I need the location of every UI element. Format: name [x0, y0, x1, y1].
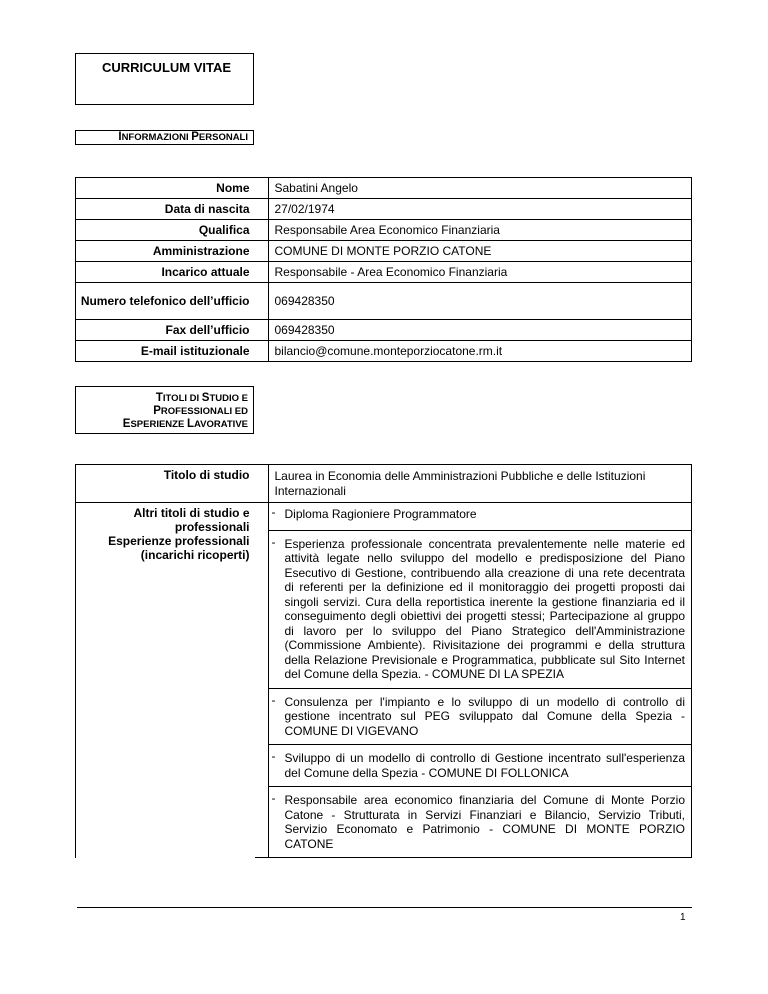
value-telefono: 069428350 — [268, 283, 692, 320]
dash-marker: - — [271, 534, 276, 549]
value-incarico: Responsabile - Area Economico Finanziaria — [268, 262, 692, 283]
esperienza-text: Sviluppo di un modello di controllo di Gestione incentrato sull'esperienza del Comune della Spezia - COMUNE DI FOLLONICA — [284, 751, 685, 780]
footer-rule — [77, 907, 692, 908]
list-item — [269, 786, 692, 857]
list-item — [269, 744, 692, 786]
value-esperienze — [268, 503, 692, 858]
sc-rest: ITOLI DI — [162, 393, 200, 404]
label-nome: Nome — [76, 178, 255, 199]
label-telefono: Numero telefonico dell’ufficio — [76, 283, 255, 320]
sc-rest: AVORATIVE — [193, 419, 248, 430]
table-row — [76, 220, 692, 241]
label-altri-titoli — [76, 503, 255, 858]
sc-initial: T — [155, 392, 163, 404]
section-header-personal — [75, 130, 254, 145]
table-row — [76, 320, 692, 341]
value-qualifica: Responsabile Area Economico Finanziaria — [268, 220, 692, 241]
personal-info-table — [75, 177, 692, 362]
sc-rest: NFORMAZIONI — [121, 132, 189, 143]
sc-initial: L — [186, 418, 194, 430]
dash-marker: - — [271, 749, 276, 763]
dash-marker: - — [271, 505, 276, 519]
table-row — [76, 341, 692, 362]
sc-initial: P — [153, 405, 161, 417]
esperienza-text: Responsabile area economico finanziaria del Comune di Monte Porzio Catone - Strutturata in Servizi Finanziari e Bilancio, Servizio Tributi, Servizio Economato e Patrimonio - COMUNE DI MONTE PORZIO CATONE — [284, 793, 685, 851]
label-email: E-mail istituzionale — [76, 341, 255, 362]
sc-rest: ROFESSIONALI ED — [160, 406, 248, 417]
label-data-nascita: Data di nascita — [76, 199, 255, 220]
table-row — [76, 465, 692, 503]
label-qualifica: Qualifica — [76, 220, 255, 241]
label-fax: Fax dell’ufficio — [76, 320, 255, 341]
list-item — [269, 688, 692, 745]
label-incarico: Incarico attuale — [76, 262, 255, 283]
label-amministrazione: Amministrazione — [76, 241, 255, 262]
list-item — [271, 505, 686, 530]
sc-initial: P — [191, 131, 199, 143]
value-email: bilancio@comune.monteporziocatone.rm.it — [268, 341, 692, 362]
cv-title: CURRICULUM VITAE — [102, 60, 232, 75]
table-row — [76, 283, 692, 320]
esperienza-text: Esperienza professionale concentrata prevalentemente nelle materie ed attività legate nello sviluppo del modello e predisposizione del Piano Esecutivo di Gestione, contribuendo alla creazione di una rete decentrata di referenti per la definizione ed il monitoraggio dei progetti proposti dai singoli servizi. Cura della reportistica inerente la gestione finanziaria ed il conseguimento degli obiettivi dei progetti stessi; Partecipazione al gruppo di lavoro per lo sviluppo del Piano Strategico dell'Amministrazione (Commissione Ambiente). Rivisitazione dei programmi e della struttura della Relazione Previsionale e Programmatica, pubblicate sul Sito Internet del Comune della Spezia. - COMUNE DI LA SPEZIA — [284, 536, 685, 681]
esperienza-text: Consulenza per l'impianto e lo sviluppo di un modello di controllo di gestione incentrato sul PEG sviluppato dal Comune della Spezia - COMUNE DI VIGEVANO — [284, 694, 685, 738]
label-esperienze: Esperienze professionali (incarichi ricoperti) — [108, 534, 250, 562]
sc-initial: S — [201, 392, 210, 404]
label-altri-titoli-text: Altri titoli di studio e professionali — [133, 506, 250, 534]
altri-titoli-text: Diploma Ragioniere Programmatore — [284, 507, 477, 521]
value-fax: 069428350 — [268, 320, 692, 341]
dash-marker: - — [271, 692, 276, 707]
table-row — [76, 241, 692, 262]
sc-rest: ERSONALI — [198, 132, 248, 143]
value-amministrazione: COMUNE DI MONTE PORZIO CATONE — [268, 241, 692, 262]
sc-rest: TUDIO E — [209, 393, 248, 404]
page-number: 1 — [680, 912, 686, 923]
sc-initial: I — [118, 131, 122, 143]
table-row — [76, 199, 692, 220]
value-data-nascita: 27/02/1974 — [268, 199, 692, 220]
sc-rest: SPERIENZE — [130, 419, 185, 430]
table-row — [76, 178, 692, 199]
cv-title-box — [75, 53, 254, 105]
value-nome: Sabatini Angelo — [268, 178, 692, 199]
studies-table — [75, 464, 692, 858]
list-item — [269, 530, 692, 688]
value-titolo-studio: Laurea in Economia delle Amministrazioni Pubbliche e delle Istituzioni Internazionali — [268, 465, 692, 503]
table-row — [76, 262, 692, 283]
label-titolo-studio: Titolo di studio — [76, 465, 255, 503]
section-header-studies — [75, 386, 254, 434]
dash-marker: - — [271, 791, 276, 805]
table-row — [76, 503, 692, 858]
sc-initial: E — [122, 418, 131, 430]
